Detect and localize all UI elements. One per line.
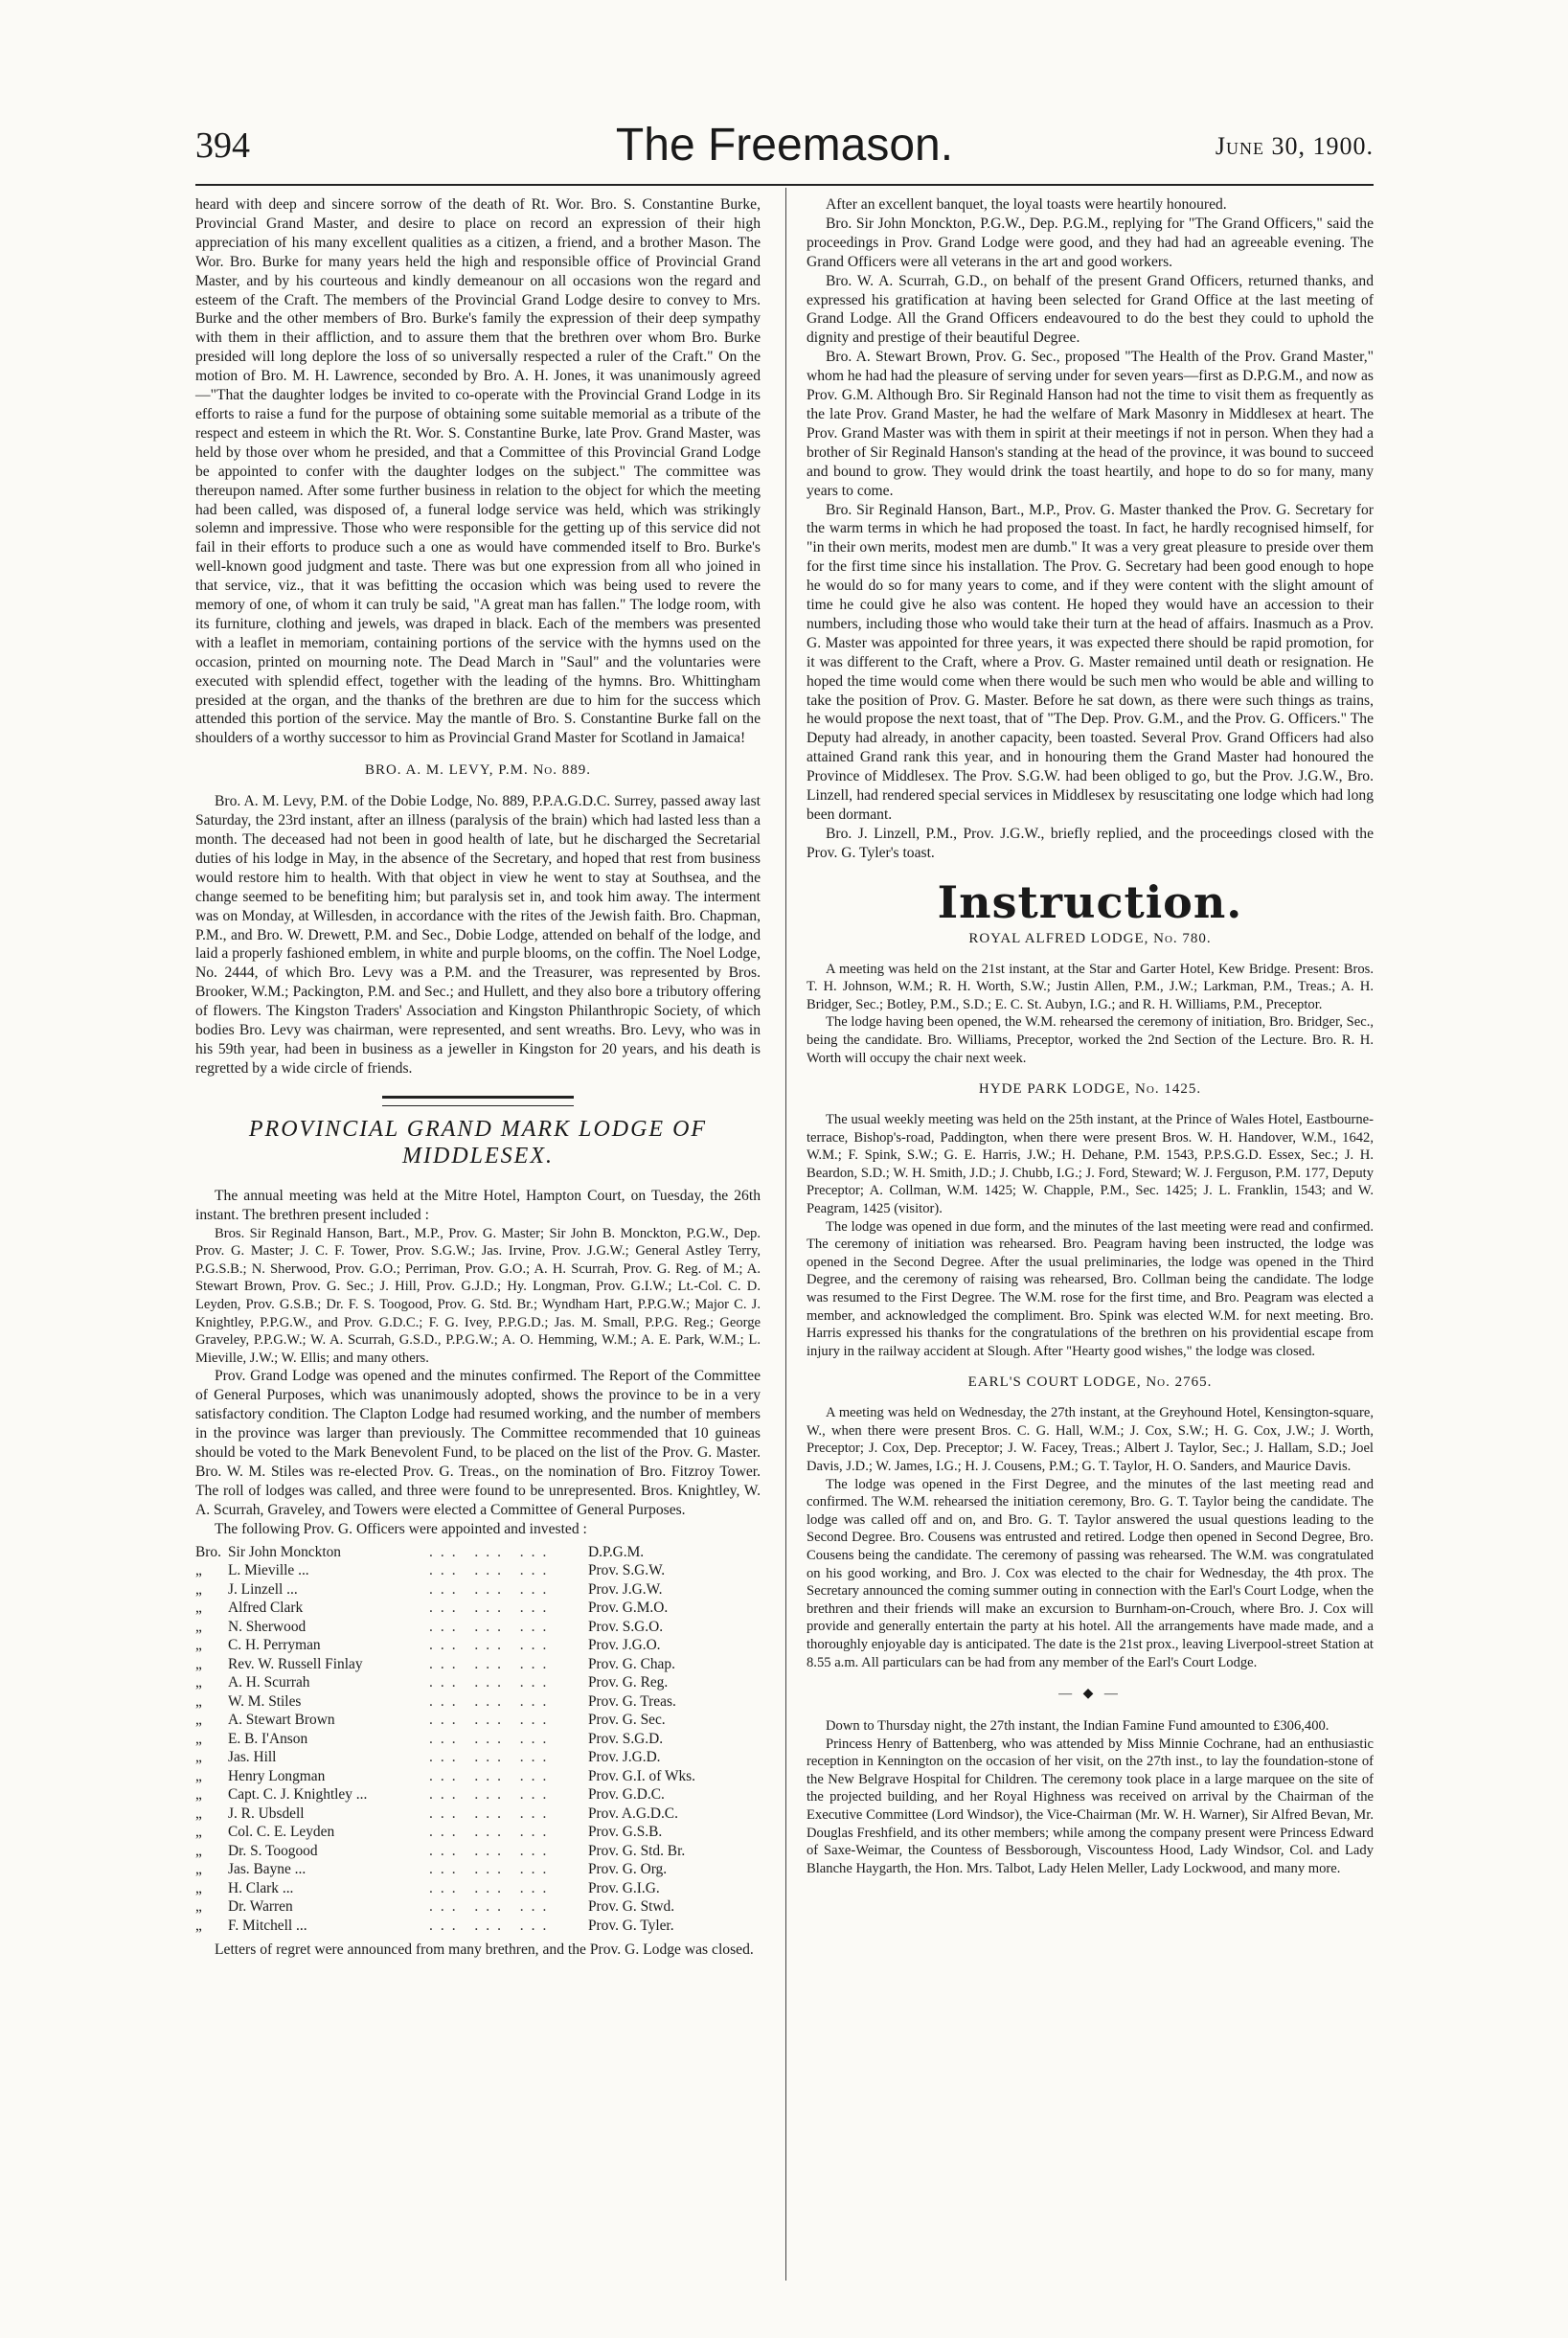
officer-prefix: „	[195, 1805, 202, 1822]
officer-prefix: „	[195, 1655, 202, 1672]
officer-name: Jas. Hill	[228, 1749, 277, 1765]
leader-dots: ... ... ...	[429, 1767, 555, 1784]
earls-court-proceedings: The lodge was opened in the First Degree, and the minutes of the last meeting read and confirmed. The W.M. rehearsed the initiation ceremony, Bro. G. T. Taylor being the candidate. The lodge was called off and on, and Bro. G. T. Taylor answered the usual questions leading to the Second Degree. Bro. Cousens was entrusted and retired. Lodge then opened in Second Degree, Bro. Cousens being the candidate. The ceremony of passing was rehearsed. The W.M. was congratulated on his good working, and Bro. J. Cox was elected to the chair for Wednesday, the 4th prox. The Secretary announced the coming summer outing in connection with the Earl's Court Lodge, when the brethren and their friends will make an excursion to Burnham-on-Crouch, where Bro. J. Cox will provide and generally entertain the party at his hotel. All the arrangements have made made, and a thoroughly enjoyable day is anticipated. The date is the 21st prox., leaving Liverpool-street Station at 8.55 a.m. All particulars can be had from any member of the Earl's Court Lodge.	[807, 1476, 1374, 1670]
leader-dots: ... ... ...	[429, 1824, 555, 1840]
section-divider	[382, 1096, 574, 1106]
linzell-paragraph: Bro. J. Linzell, P.M., Prov. J.G.W., briefly replied, and the proceedings closed with the Prov. G. Tyler's toast.	[807, 825, 1374, 861]
officers-intro: The following Prov. G. Officers were appointed and invested :	[215, 1520, 587, 1537]
leader-dots: ... ... ...	[429, 1600, 555, 1616]
leader-dots: ... ... ...	[429, 1730, 555, 1747]
officer-rank: Prov. G. Org.	[588, 1861, 668, 1877]
officer-prefix: „	[195, 1879, 202, 1896]
earls-court-attendees: A meeting was held on Wednesday, the 27th instant, at the Greyhound Hotel, Kensington-square, W., when there were present Bros. C. G. Hall, W.M.; J. Cox, S.W.; H. G. Cox, J.W.; J. Worth, Preceptor; J. Cox, Dep. Preceptor; J. W. Facey, Treas.; Albert J. Taylor, Sec.; J. Hallam, S.D.; Joel Davis, J.D.; W. James, I.G.; H. J. Cousens, P.M.; G. T. Taylor, H. O. Sanders, and Maurice Davis.	[807, 1405, 1374, 1474]
officer-prefix: „	[195, 1898, 202, 1915]
officer-rank: Prov. G.I.G.	[588, 1879, 660, 1896]
officer-row	[195, 1748, 761, 1767]
officer-row	[195, 1561, 761, 1580]
officer-prefix: „	[195, 1637, 202, 1653]
officer-prefix: „	[195, 1917, 202, 1934]
leader-dots: ... ... ...	[429, 1637, 555, 1653]
burke-memorial-paragraph: heard with deep and sincere sorrow of the death of Rt. Wor. Bro. S. Constantine Burke, Provincial Grand Master, and desire to place on record an expression of their high appreciation of his many excellent qualities as a citizen, a friend, and a brother Mason. The Wor. Bro. Burke for many years held the high and responsible office of Provincial Grand Master, and by his courteous and kindly demeanour on all occasions won the regard and esteem of the Craft. The members of the Provincial Grand Lodge desire to convey to Mrs. Burke and the other members of Bro. Burke's family the expression of their deep sympathy with them in their affliction, and to assure them that the brethren over whom Bro. Burke presided will long deplore the loss of so universally respected a ruler of the Craft." On the motion of Bro. M. H. Lawrence, seconded by Bro. A. H. Jones, it was unanimously agreed—"That the daughter lodges be invited to co-operate with the Provincial Grand Lodge in its efforts to raise a fund for the purpose of obtaining some suitable memorial as a tribute of the respect and esteem in which the Rt. Wor. S. Constantine Burke, late Prov. Grand Master, was held by those over whom he presided, and that a Committee of this Provincial Grand Lodge be appointed to confer with the daughter lodges on the subject." The committee was thereupon named. After some further business in relation to the object for which the meeting had been called, was disposed of, a funeral lodge service was held, which was strikingly solemn and impressive. Those who were responsible for the getting up of this service did not fail in their efforts to produce such a one as would have commended itself to Bro. Burke's well-known good judgment and taste. There was but one expression from all who joined in that service, viz., that it was befitting the occasion which was being used to revere the memory of one, of whom it can truly be said, "A great man has fallen." The lodge room, with its furniture, clothing and jewels, was draped in black. Each of the members was presented with a leaflet in memoriam, containing portions of the service with the hymns used on the occasion, printed on mourning note. The Dead March in "Saul" and the voluntaries were executed with splendid effect, together with the leading of the hymns. Bro. Whittingham presided at the organ, and the thanks of the brethren are due to him for the success which attended this portion of the service. May the mantle of Bro. S. Constantine Burke fall on the shoulders of a worthy successor to him as Provincial Grand Master for Scotland in Jamaica!	[195, 196, 761, 747]
leader-dots: ... ... ...	[429, 1786, 555, 1803]
officer-prefix: „	[195, 1749, 202, 1765]
hanson-paragraph: Bro. Sir Reginald Hanson, Bart., M.P., Prov. G. Master thanked the Prov. G. Secretary for the warm terms in which he had proposed the toast. In fact, he hardly recognised himself, for "in their own merits, modest men are dumb." It was a very great pleasure to preside over them for the first time since his installation. The Prov. G. Secretary had been good enough to hope he would do so for many years to come, and if they were content with the slight amount of time he could give he also was content. He hoped they would have an accession to their numbers, including those who would take their turn at the head of affairs. Inasmuch as a Prov. G. Master was appointed for three years, it was expected there should be rapid promotion, for it was different to the Craft, where a Prov. G. Master remained until death or resignation. He hoped the time would come when there would be such men who would be able and willing to take the position of Prov. G. Master. Before he sat down, as there were such things as trains, he would propose the next toast, that of "The Dep. Prov. G.M., and the Prov. G. Officers." The Deputy had already, in another capacity, been toasted. Several Prov. Grand Officers had also attained Grand rank this year, and in honouring them the Grand Master had honoured the Province of Middlesex. The Prov. S.G.W. had been obliged to go, but the Prov. J.G.W., Bro. Linzell, had rendered special services in Middlesex by resuscitating one lodge which had long been dormant.	[807, 501, 1374, 823]
leader-dots: ... ... ...	[429, 1655, 555, 1672]
levy-obituary-heading: BRO. A. M. LEVY, P.M. No. 889.	[364, 762, 592, 779]
leader-dots: ... ... ...	[429, 1898, 555, 1915]
officer-row	[195, 1692, 761, 1712]
officer-row	[195, 1636, 761, 1655]
officer-name: Rev. W. Russell Finlay	[228, 1655, 363, 1672]
officer-row	[195, 1785, 761, 1805]
officer-row	[195, 1543, 761, 1562]
officer-name: Sir John Monckton	[228, 1543, 341, 1560]
officer-rank: Prov. A.G.D.C.	[588, 1805, 678, 1822]
royal-alfred-proceedings: The lodge having been opened, the W.M. rehearsed the ceremony of initiation, Bro. Bridger, Sec., being the candidate. Bro. Williams, Preceptor, worked the 2nd Section of the Lecture. Bro. R. H. Worth will occupy the chair next week.	[807, 1014, 1374, 1066]
officer-name: C. H. Perryman	[228, 1637, 321, 1653]
earls-court-heading: EARL'S COURT LODGE, No. 2765.	[967, 1374, 1213, 1391]
leader-dots: ... ... ...	[429, 1917, 555, 1934]
officer-prefix: „	[195, 1767, 202, 1784]
princess-battenberg-paragraph: Princess Henry of Battenberg, who was attended by Miss Minnie Cochrane, had an enthusiastic reception in Kennington on the occasion of her visit, on the 27th inst., to lay the foundation-stone of the New Belgrave Hospital for Children. The ceremony took place in a large marquee on the site of the projected building, and her Royal Highness was received on arrival by the Chairman of the Executive Committee (Lord Windsor), the Vice-Chairman (Mr. W. H. Warner), Sir Alfred Bevan, Mr. Douglas Freshfield, and its other members; while among the company present were Princess Edward of Saxe-Weimar, the Countess of Bessborough, Viscountess Hood, Lady Windsor, Col. and Lady Blanche Haygarth, the Hon. Mrs. Talbot, Lady Helen Meller, Lady Lockwood, and many more.	[807, 1736, 1374, 1876]
officer-row	[195, 1805, 761, 1824]
stewart-brown-paragraph: Bro. A. Stewart Brown, Prov. G. Sec., proposed "The Health of the Prov. Grand Master," whom he had had the pleasure of serving under for seven years—first as D.P.G.M., and now as Prov. G.M. Although Bro. Sir Reginald Hanson had not the time to visit them as frequently as the late Prov. Grand Master, he had the welfare of Mark Masonry in Middlesex at heart. The Prov. Grand Master was with them in spirit at their meetings if not in person. When they had a brother of Sir Reginald Hanson's standing at the head of the province, it was bound to succeed and bound to grow. They would drink the toast heartily, and hope to do so for many, many years to come.	[807, 349, 1374, 499]
officer-row	[195, 1860, 761, 1879]
officer-prefix: „	[195, 1618, 202, 1635]
officer-rank: D.P.G.M.	[588, 1543, 645, 1560]
monckton-reply-paragraph: Bro. Sir John Monckton, P.G.W., Dep. P.G.M., replying for "The Grand Officers," said the proceedings in Prov. Grand Lodge were good, and they had had an agreeable evening. The Grand Officers were all veterans in the art and good workers.	[807, 215, 1374, 270]
mark-lodge-heading: PROVINCIAL GRAND MARK LODGE OF MIDDLESEX.	[248, 1116, 708, 1169]
banquet-paragraph: After an excellent banquet, the loyal toasts were heartily honoured.	[826, 196, 1227, 213]
leader-dots: ... ... ...	[429, 1562, 555, 1578]
officer-row	[195, 1897, 761, 1917]
issue-date: June 30, 1900.	[1215, 132, 1374, 160]
officer-name: A. H. Scurrah	[228, 1674, 310, 1691]
officer-name: J. Linzell ...	[228, 1580, 298, 1598]
officer-name: F. Mitchell ...	[228, 1917, 307, 1934]
scurrah-paragraph: Bro. W. A. Scurrah, G.D., on behalf of the present Grand Officers, returned thanks, and expressed his gratification at having been selected for Grand Office at the last meeting of Grand Lodge. All the Grand Officers endeavoured to do the best they could to uphold the dignity and prestige of their beautiful Degree.	[807, 272, 1374, 347]
officer-rank: Prov. G. Sec.	[588, 1712, 666, 1728]
officer-row	[195, 1599, 761, 1618]
officer-row	[195, 1842, 761, 1861]
leader-dots: ... ... ...	[429, 1861, 555, 1877]
officer-name: J. R. Ubsdell	[228, 1805, 305, 1822]
hyde-park-attendees: The usual weekly meeting was held on the 25th instant, at the Prince of Wales Hotel, Eastbourne-terrace, Bishop's-road, Paddington, when there were present Bros. W. H. Handover, W.M., 1642, W.M.; F. Spink, S.W.; G. E. Harris, J.W.; H. Dehane, P.M. 1543, P.P.S.G.D. Essex, Sec.; J. H. Beardon, S.D.; W. H. Smith, J.D.; J. Chubb, I.G.; J. Ford, Steward; W. J. Ferguson, P.M. 177, Deputy Preceptor; A. Collman, W.M. 1425; W. Chapple, P.M., Sec. 1425; J. L. Franklin, 1543; and W. Peagram, 1425 (visitor).	[807, 1112, 1374, 1216]
officer-name: A. Stewart Brown	[228, 1712, 335, 1728]
officer-name: Capt. C. J. Knightley ...	[228, 1786, 368, 1803]
officer-prefix: „	[195, 1712, 202, 1728]
officer-row	[195, 1730, 761, 1749]
officer-row	[195, 1655, 761, 1674]
header-rule	[195, 184, 1374, 186]
officer-name: N. Sherwood	[228, 1618, 307, 1635]
officer-rank: Prov. G.I. of Wks.	[588, 1767, 696, 1784]
officer-rank: Prov. G. Tyler.	[588, 1917, 674, 1934]
officer-prefix: „	[195, 1861, 202, 1877]
officer-row	[195, 1673, 761, 1692]
officer-prefix: „	[195, 1600, 202, 1616]
officer-rank: Prov. G. Stwd.	[588, 1898, 675, 1915]
leader-dots: ... ... ...	[429, 1879, 555, 1896]
officer-prefix: „	[195, 1692, 202, 1710]
levy-obituary-text: Bro. A. M. Levy, P.M. of the Dobie Lodge, No. 889, P.P.A.G.D.C. Surrey, passed away last Saturday, the 23rd instant, after an illness (paralysis of the brain) which had lasted less than a month. The deceased had not been in good health of late, but he discharged the Secretarial duties of his lodge in May, in the absence of the Secretary, and hoped that rest from business would restore him to health. With that object in view he went to stay at Southsea, and the change seemed to be benefiting him; but paralysis set in, and took him away. The interment was on Monday, at Willesden, in accordance with the rites of the Jewish faith. Bro. Chapman, P.M., and Bro. W. Drewett, P.M. and Sec., Dobie Lodge, attended on behalf of the lodge, and laid a properly fashioned emblem, in white and purple blooms, on the coffin. The Noel Lodge, No. 2444, of which Bro. Levy was a P.M. and the Treasurer, was represented by Bros. Brooker, W.M.; Packington, P.M. and Sec.; and Hullett, and they also bore a tributory offering of flowers. The Kingston Traders' Association and Kingston Philanthropic Society, of which bodies Bro. Levy was chairman, were represented, and sent wreaths. Bro. Levy, who was in his 59th year, had been in business as a jeweller in Kingston for 20 years, and his death is regretted by a wide circle of friends.	[195, 793, 761, 1077]
right-column	[807, 195, 1374, 1877]
leader-dots: ... ... ...	[429, 1749, 555, 1765]
officer-name: H. Clark ...	[228, 1879, 294, 1896]
news-separator: — ◆ —	[1058, 1687, 1122, 1702]
officer-name: W. M. Stiles	[228, 1692, 302, 1710]
officer-name: L. Mieville ...	[228, 1562, 309, 1578]
officer-rank: Prov. S.G.O.	[588, 1618, 664, 1635]
officer-rank: Prov. J.G.D.	[588, 1749, 661, 1765]
officer-prefix: „	[195, 1730, 202, 1747]
officer-rank: Prov. G. Reg.	[588, 1674, 669, 1691]
officer-row	[195, 1711, 761, 1730]
officer-name: Dr. Warren	[228, 1898, 293, 1915]
famine-fund-paragraph: Down to Thursday night, the 27th instant, the Indian Famine Fund amounted to £306,400.	[826, 1718, 1329, 1735]
leader-dots: ... ... ...	[429, 1543, 555, 1560]
leader-dots: ... ... ...	[429, 1580, 555, 1598]
officer-row	[195, 1618, 761, 1637]
hyde-park-proceedings: The lodge was opened in due form, and the minutes of the last meeting were read and confirmed. The ceremony of initiation was rehearsed. Bro. Peagram having been instructed, the lodge was opened in the Second Degree. After the usual preliminaries, the lodge was opened in the Third Degree, and the ceremony of raising was rehearsed, Bro. Collman being the candidate. The lodge was resumed to the First Degree. The W.M. rose for the first time, and Bro. Peagram was elected a member, and acknowledged the compliment. Bro. Spink was elected W.M. for next meeting. Bro. Harris expressed his thanks for the congratulations of the brethren on his providential escape from injury in the railway accident at Slough. After "Hearty good wishes," the lodge was closed.	[807, 1218, 1374, 1359]
officer-row	[195, 1823, 761, 1842]
left-column	[195, 195, 761, 1960]
officer-rank: Prov. G.M.O.	[588, 1600, 669, 1616]
officer-row	[195, 1580, 761, 1600]
leader-dots: ... ... ...	[429, 1692, 555, 1710]
leader-dots: ... ... ...	[429, 1712, 555, 1728]
mark-lodge-report: Prov. Grand Lodge was opened and the minutes confirmed. The Report of the Committee of General Purposes, which was unanimously adopted, shows the province to be in a very satisfactory condition. The Clapton Lodge had resumed working, and the number of members in the province was larger than previously. The Committee recommended that 10 guineas should be voted to the Mark Benevolent Fund, to be placed on the list of the Prov. G. Master. Bro. W. M. Stiles was re-elected Prov. G. Treas., on the nomination of Bro. Fitzroy Tower. The roll of lodges was called, and three were found to be unrepresented. Bros. Knightley, W. A. Scurrah, Graveley, and Towers were elected a Committee of General Purposes.	[195, 1368, 761, 1518]
column-divider	[785, 188, 786, 2281]
officer-name: Henry Longman	[228, 1767, 326, 1784]
officer-prefix: „	[195, 1824, 202, 1840]
officer-rank: Prov. J.G.O.	[588, 1637, 661, 1653]
hyde-park-heading: HYDE PARK LODGE, No. 1425.	[978, 1081, 1202, 1098]
mark-lodge-intro: The annual meeting was held at the Mitre Hotel, Hampton Court, on Tuesday, the 26th instant. The brethren present included :	[195, 1187, 761, 1223]
officer-name: Dr. S. Toogood	[228, 1842, 318, 1859]
leader-dots: ... ... ...	[429, 1805, 555, 1822]
leader-dots: ... ... ...	[429, 1674, 555, 1691]
officer-prefix: Bro.	[195, 1543, 221, 1560]
officer-name: E. B. I'Anson	[228, 1730, 308, 1747]
officer-row	[195, 1879, 761, 1898]
officer-prefix: „	[195, 1842, 202, 1859]
officer-prefix: „	[195, 1674, 202, 1691]
officer-rank: Prov. G. Std. Br.	[588, 1842, 686, 1859]
officer-rank: Prov. G.D.C.	[588, 1786, 665, 1803]
officer-row	[195, 1917, 761, 1936]
instruction-section-title: Instruction.	[937, 875, 1243, 928]
officer-prefix: „	[195, 1562, 202, 1578]
officer-rank: Prov. S.G.W.	[588, 1562, 666, 1578]
officer-prefix: „	[195, 1580, 202, 1598]
officer-name: Jas. Bayne ...	[228, 1861, 307, 1877]
officer-rank: Prov. G.S.B.	[588, 1824, 663, 1840]
officer-row	[195, 1767, 761, 1786]
officer-rank: Prov. S.G.D.	[588, 1730, 664, 1747]
officer-name: Col. C. E. Leyden	[228, 1824, 335, 1840]
leader-dots: ... ... ...	[429, 1842, 555, 1859]
leader-dots: ... ... ...	[429, 1618, 555, 1635]
royal-alfred-attendees: A meeting was held on the 21st instant, at the Star and Garter Hotel, Kew Bridge. Present: Bros. T. H. Johnson, W.M.; R. H. Worth, S.W.; Justin Allen, P.M., J.W.; Larkman, P.M., Treas.; A. H. Bridger, Sec.; Botley, P.M., S.D.; E. C. St. Aubyn, I.G.; and R. H. Williams, P.M., Preceptor.	[807, 961, 1374, 1012]
officer-rank: Prov. J.G.W.	[588, 1580, 663, 1598]
masthead	[195, 120, 1374, 178]
page-number: 394	[195, 125, 250, 166]
officer-rank: Prov. G. Treas.	[588, 1692, 676, 1710]
officer-rank: Prov. G. Chap.	[588, 1655, 675, 1672]
officer-prefix: „	[195, 1786, 202, 1803]
officer-name: Alfred Clark	[228, 1600, 304, 1616]
officers-list	[195, 1543, 761, 1936]
mark-lodge-attendees: Bros. Sir Reginald Hanson, Bart., M.P., Prov. G. Master; Sir John B. Monckton, P.G.W., Dep. Prov. G. Master; J. C. F. Tower, Prov. S.G.W.; Jas. Irvine, Prov. J.G.W.; General Astley Terry, P.G.S.B.; N. Sherwood, Prov. G.O.; Perriman, Prov. G.O.; A. H. Scurrah, Prov. G. Reg. of M.; A. Stewart Brown, Prov. G. Sec.; J. Hill, Prov. G.J.D.; Hy. Longman, Prov. G.I.W.; Lt.-Col. C. D. Leyden, Prov. G.S.B.; Dr. F. S. Toogood, Prov. G. Std. Br.; Wyndham Hart, P.P.G.W.; Major C. J. Knightley, P.P.G.W., and Prov. G.D.C.; F. G. Ivey, P.P.G.D.; Jas. M. Small, P.P.G. Reg.; George Graveley, P.P.G.W.; W. A. Scurrah, G.S.D., P.P.G.W.; A. O. Hemming, W.M.; A. E. Park, W.M.; L. Mieville, J.W.; W. Ellis; and many others.	[195, 1225, 761, 1366]
royal-alfred-heading: ROYAL ALFRED LODGE, No. 780.	[968, 930, 1212, 946]
newspaper-title: The Freemason.	[615, 120, 954, 170]
mark-lodge-closing: Letters of regret were announced from many brethren, and the Prov. G. Lodge was closed.	[215, 1941, 754, 1958]
